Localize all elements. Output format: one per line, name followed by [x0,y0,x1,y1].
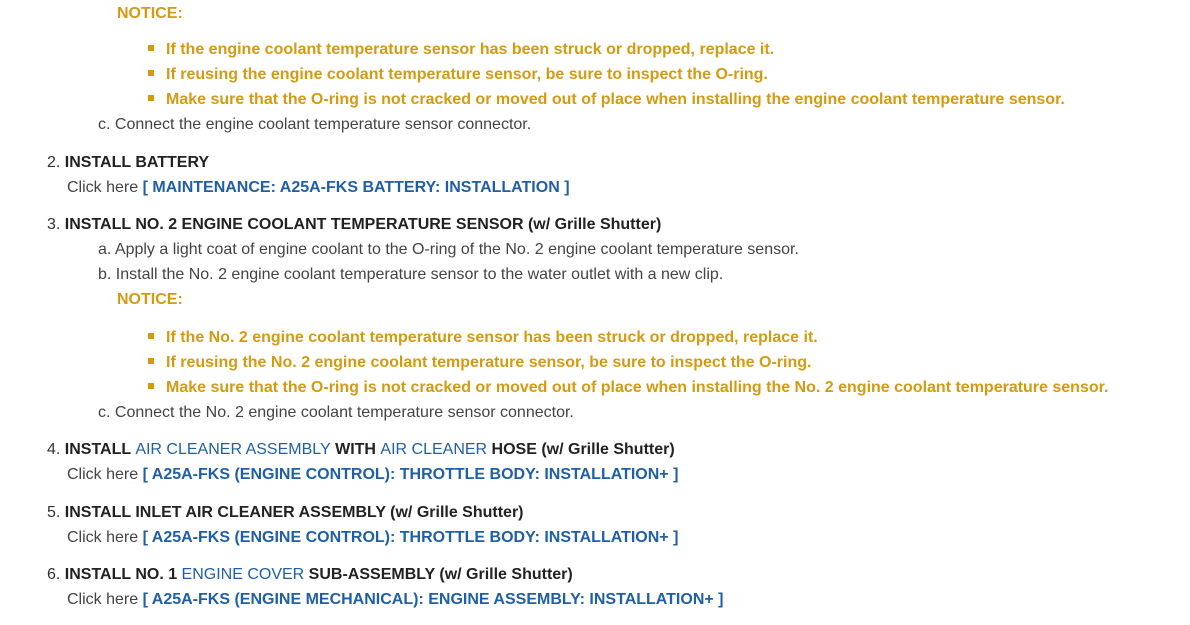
step-3-title [47,215,661,235]
step-title-text: WITH [330,441,381,458]
click-here-label: Click here [67,179,139,196]
step-title-text: INSTALL [64,441,136,458]
substep-b [98,265,723,285]
substep-marker: b. [98,266,112,283]
step-number: 3. [47,216,61,233]
step-4-title [47,440,675,460]
step-number: 2. [47,154,61,171]
substep-text: Connect the engine coolant temperature sensor connector. [114,116,532,133]
step-number: 5. [47,504,61,521]
substep-c [98,403,574,423]
throttle-body-installation-link[interactable]: [ A25A-FKS (ENGINE CONTROL): THROTTLE BODY: INSTALLATION+ ] [142,466,679,483]
substep-text: Install the No. 2 engine coolant temperature sensor to the water outlet with a new clip. [115,266,724,283]
step-title-text: INSTALL NO. 2 ENGINE COOLANT TEMPERATURE SENSOR (w/ Grille Shutter) [64,216,662,233]
substep-c [98,115,531,135]
engine-assembly-installation-link[interactable]: [ A25A-FKS (ENGINE MECHANICAL): ENGINE ASSEMBLY: INSTALLATION+ ] [142,591,724,608]
notice-item [148,353,811,373]
step-6-title [47,565,573,585]
substep-marker: c. [98,404,111,421]
bullet-icon [148,45,154,51]
step-title-text: HOSE (w/ Grille Shutter) [487,441,675,458]
substep-marker: c. [98,116,111,133]
bullet-icon [148,358,154,364]
bullet-icon [148,70,154,76]
step-number: 6. [47,566,61,583]
step-title-text: INSTALL INLET AIR CLEANER ASSEMBLY (w/ Grille Shutter) [64,504,524,521]
step-6-link-row [67,590,724,610]
step-4-link-row [67,465,678,485]
notice-item [148,65,768,85]
engine-cover-link[interactable]: ENGINE COVER [181,566,305,583]
notice-item-text: If the No. 2 engine coolant temperature sensor has been struck or dropped, replace it. [166,329,818,346]
notice-item-text: Make sure that the O-ring is not cracked or moved out of place when installing the engine coolant temperature sensor. [166,91,1065,108]
air-cleaner-link[interactable]: AIR CLEANER [380,441,488,458]
click-here-label: Click here [67,466,139,483]
step-title-text: INSTALL BATTERY [64,154,210,171]
notice-item [148,328,818,348]
substep-a [98,240,799,260]
substep-text: Connect the No. 2 engine coolant temperature sensor connector. [114,404,574,421]
click-here-label: Click here [67,529,139,546]
click-here-label: Click here [67,591,139,608]
substep-text: Apply a light coat of engine coolant to the O-ring of the No. 2 engine coolant temperature sensor. [114,241,799,258]
step-5-link-row [67,528,678,548]
notice-item-text: If the engine coolant temperature sensor has been struck or dropped, replace it. [166,41,775,58]
bullet-icon [148,333,154,339]
notice-item [148,40,774,60]
step-2-link-row [67,178,570,198]
notice-item-text: If reusing the No. 2 engine coolant temperature sensor, be sure to inspect the O-ring. [166,354,812,371]
notice-label: NOTICE: [117,5,183,22]
step-2-title [47,153,209,173]
bullet-icon [148,95,154,101]
notice-item [148,378,1108,398]
bullet-icon [148,383,154,389]
notice-item-text: Make sure that the O-ring is not cracked or moved out of place when installing the No. 2 engine coolant temperature sensor. [166,379,1109,396]
notice-item [148,90,1065,110]
step-number: 4. [47,441,61,458]
notice-label: NOTICE: [117,291,183,308]
step-title-text: SUB-ASSEMBLY (w/ Grille Shutter) [304,566,573,583]
step-title-text: INSTALL NO. 1 [64,566,182,583]
notice-item-text: If reusing the engine coolant temperature sensor, be sure to inspect the O-ring. [166,66,768,83]
throttle-body-installation-link[interactable]: [ A25A-FKS (ENGINE CONTROL): THROTTLE BODY: INSTALLATION+ ] [142,529,679,546]
step-5-title [47,503,524,523]
battery-installation-link[interactable]: [ MAINTENANCE: A25A-FKS BATTERY: INSTALLATION ] [142,179,570,196]
substep-marker: a. [98,241,112,258]
air-cleaner-assembly-link[interactable]: AIR CLEANER ASSEMBLY [135,441,331,458]
